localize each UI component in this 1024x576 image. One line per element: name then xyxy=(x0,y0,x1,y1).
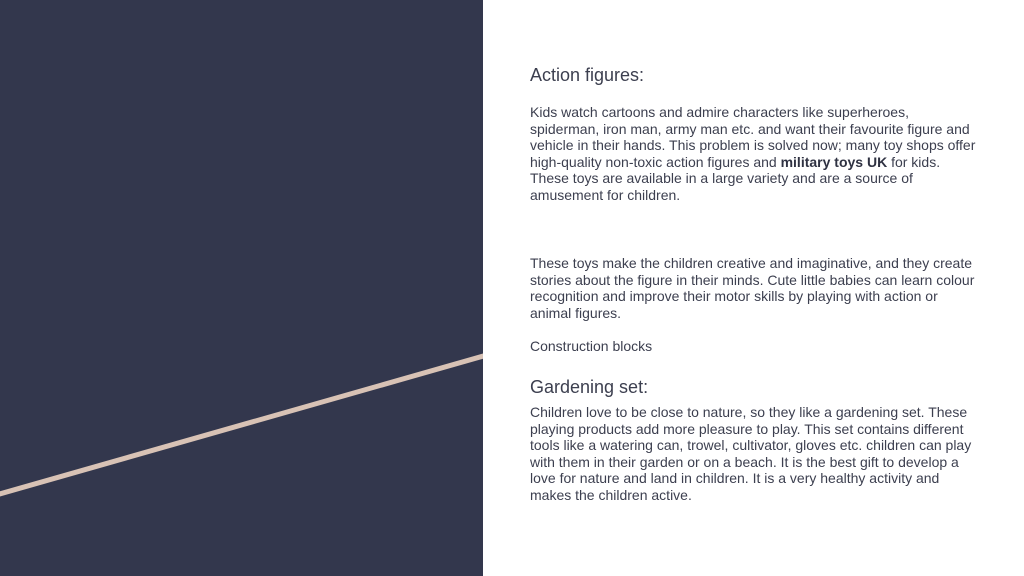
paragraph-gardening-set: Children love to be close to nature, so they like a gardening set. These playing products add more pleasure to play. This set contains different tools like a watering can, trowel, cultivator, gloves etc. children can play with them in their garden or on a beach. It is the best gift to develop a love for nature and land in children. It is a very healthy activity and makes the children active. xyxy=(530,404,972,503)
paragraph-creativity: These toys make the children creative and imaginative, and they create stories about the figure in their minds. Cute little babies can learn colour recognition and improve their motor skills by playing with action or animal figures. xyxy=(530,255,975,321)
decorative-panel xyxy=(0,0,483,576)
heading-gardening-set: Gardening set: xyxy=(530,377,649,397)
bold-keyword: military toys UK xyxy=(780,153,888,170)
panel-graphic xyxy=(0,0,483,576)
paragraph-construction-blocks: Construction blocks xyxy=(530,338,653,354)
heading-action-figures: Action figures: xyxy=(530,65,645,85)
panel-background xyxy=(0,0,483,576)
paragraph-text-continued: for kids. These toys are available in a large variety and are a source of amusement for children. xyxy=(530,153,941,203)
paragraph-action-figures xyxy=(530,104,980,203)
paragraph-text: Kids watch cartoons and admire characters like superheroes, spiderman, iron man, army man etc. and want their favourite figure and vehicle in their hands. This problem is solved now; many toy shops offer high-quality non-toxic action figures and xyxy=(530,104,976,170)
